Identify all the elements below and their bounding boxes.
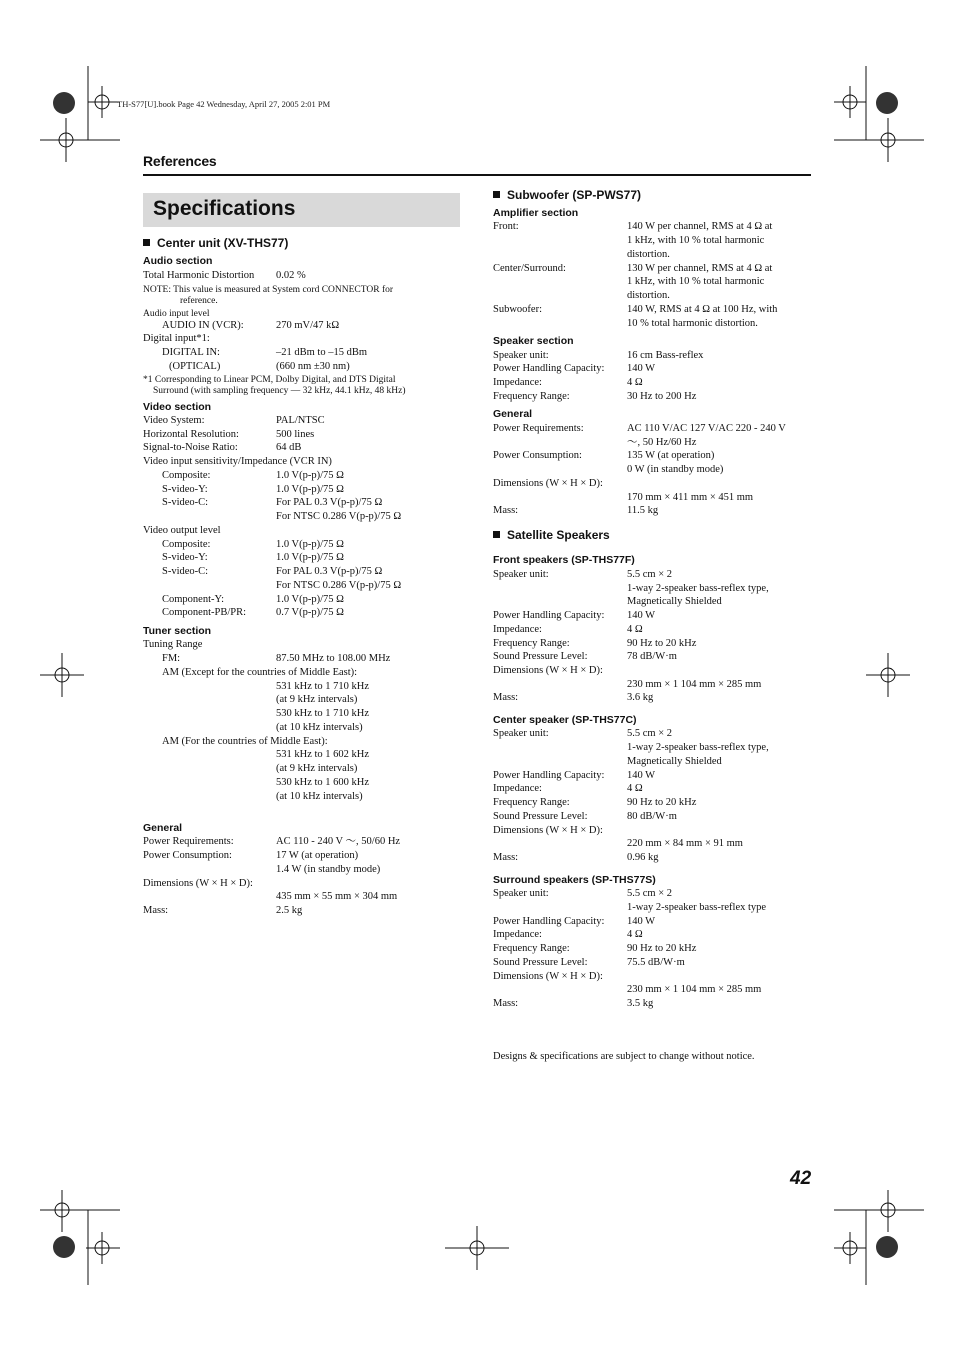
cs-unit-value-2: 1-way 2-speaker bass-reflex type, [627, 742, 769, 753]
sw-general-heading: General [493, 408, 533, 420]
am2-value-2: (at 9 kHz intervals) [276, 763, 358, 774]
subwoofer-value-2: 10 % total harmonic distortion. [627, 318, 758, 329]
note-line1: NOTE: This value is measured at System cord CONNECTOR for [143, 285, 394, 295]
fs-imp-value: 4 Ω [627, 624, 643, 635]
sw-dim-label: Dimensions (W × H × D): [493, 478, 603, 489]
out-composite-label: Composite: [162, 539, 211, 550]
surround-speakers-heading: Surround speakers (SP-THS77S) [493, 874, 656, 886]
fs-freq-value: 90 Hz to 20 kHz [627, 638, 697, 649]
power-req-value: AC 110 - 240 V ～, 50/60 Hz [276, 836, 401, 847]
thd-value: 0.02 % [276, 270, 306, 281]
in-svideo-c-label: S-video-C: [162, 497, 209, 508]
satellite-heading-text: Satellite Speakers [507, 528, 610, 542]
fs-phc-value: 140 W [627, 610, 656, 621]
audio-in-label: AUDIO IN (VCR): [162, 320, 244, 331]
sw-preq-value-2: ～, 50 Hz/60 Hz [627, 437, 697, 448]
footnote-line1: *1 Corresponding to Linear PCM, Dolby Digital, and DTS Digital [143, 375, 396, 385]
fs-unit-value-2: 1-way 2-speaker bass-reflex type, [627, 583, 769, 594]
am1-value-2: (at 9 kHz intervals) [276, 694, 358, 705]
header-rule [143, 174, 811, 176]
cs-mass-value: 0.96 kg [627, 852, 659, 863]
bullet-square-icon [493, 531, 500, 538]
am1-value-1: 531 kHz to 1 710 kHz [276, 681, 370, 692]
digital-in-value: –21 dBm to –15 dBm [276, 347, 368, 358]
out-svideo-c-value-ntsc: For NTSC 0.286 V(p-p)/75 Ω [276, 580, 402, 591]
sw-unit-value: 16 cm Bass-reflex [627, 350, 704, 361]
general-heading: General [143, 822, 183, 834]
center-unit-heading [143, 236, 288, 250]
out-composite-value: 1.0 V(p-p)/75 Ω [276, 539, 344, 550]
out-svideo-c-value-pal: For PAL 0.3 V(p-p)/75 Ω [276, 566, 383, 577]
hres-value: 500 lines [276, 429, 315, 440]
fm-label: FM: [162, 653, 181, 664]
am-except-label: AM (Except for the countries of Middle East): [162, 667, 358, 678]
page-title: Specifications [153, 197, 296, 220]
subwoofer-value-1: 140 W, RMS at 4 Ω at 100 Hz, with [627, 304, 778, 315]
cs-unit-label: Speaker unit: [493, 728, 549, 739]
cs-unit-value-1: 5.5 cm × 2 [627, 728, 672, 739]
subwoofer-heading [493, 188, 641, 202]
fs-mass-value: 3.6 kg [627, 692, 654, 703]
ss-dim-value: 230 mm × 1 104 mm × 285 mm [627, 984, 762, 995]
center-unit-heading-text: Center unit (XV-THS77) [157, 236, 289, 250]
subwoofer-label: Subwoofer: [493, 304, 542, 315]
sw-unit-label: Speaker unit: [493, 350, 549, 361]
fs-unit-value-3: Magnetically Shielded [627, 596, 722, 607]
thd-label: Total Harmonic Distortion [143, 270, 255, 281]
audio-section-heading: Audio section [143, 255, 213, 267]
tuning-range: Tuning Range [143, 639, 203, 650]
video-system-label: Video System: [143, 415, 205, 426]
component-y-value: 1.0 V(p-p)/75 Ω [276, 594, 344, 605]
ss-phc-label: Power Handling Capacity: [493, 916, 605, 927]
component-pb-label: Component-PB/PR: [162, 607, 247, 618]
dimensions-label: Dimensions (W × H × D): [143, 878, 253, 889]
print-header: TH-S77[U].book Page 42 Wednesday, April 27, 2005 2:01 PM [117, 99, 331, 109]
in-svideo-y-value: 1.0 V(p-p)/75 Ω [276, 484, 344, 495]
fs-spl-label: Sound Pressure Level: [493, 651, 588, 662]
video-input-sensitivity: Video input sensitivity/Impedance (VCR IN) [143, 456, 332, 467]
bullet-square-icon [143, 239, 150, 246]
ss-dim-label: Dimensions (W × H × D): [493, 971, 603, 982]
sw-pcons-label: Power Consumption: [493, 450, 582, 461]
sw-imp-value: 4 Ω [627, 377, 643, 388]
am2-value-4: (at 10 kHz intervals) [276, 791, 363, 802]
am1-value-4: (at 10 kHz intervals) [276, 722, 363, 733]
bullet-square-icon [493, 191, 500, 198]
front-value-3: distortion. [627, 249, 670, 260]
in-svideo-c-value-ntsc: For NTSC 0.286 V(p-p)/75 Ω [276, 511, 402, 522]
cs-imp-label: Impedance: [493, 783, 542, 794]
fs-unit-value-1: 5.5 cm × 2 [627, 569, 672, 580]
ss-spl-value: 75.5 dB/W·m [627, 957, 685, 968]
ss-freq-label: Frequency Range: [493, 943, 570, 954]
front-value-1: 140 W per channel, RMS at 4 Ω at [627, 221, 773, 232]
mass-value: 2.5 kg [276, 905, 303, 916]
center-surround-value-2: 1 kHz, with 10 % total harmonic [627, 276, 765, 287]
in-svideo-y-label: S-video-Y: [162, 484, 208, 495]
am-for-label: AM (For the countries of Middle East): [162, 736, 328, 747]
amplifier-section-heading: Amplifier section [493, 207, 579, 219]
am1-value-3: 530 kHz to 1 710 kHz [276, 708, 370, 719]
ss-unit-label: Speaker unit: [493, 888, 549, 899]
in-composite-label: Composite: [162, 470, 211, 481]
cs-unit-value-3: Magnetically Shielded [627, 756, 722, 767]
power-req-label: Power Requirements: [143, 836, 234, 847]
audio-input-level: Audio input level [143, 309, 210, 319]
center-speaker-heading: Center speaker (SP-THS77C) [493, 714, 637, 726]
am2-value-3: 530 kHz to 1 600 kHz [276, 777, 370, 788]
fs-unit-label: Speaker unit: [493, 569, 549, 580]
fs-dim-label: Dimensions (W × H × D): [493, 665, 603, 676]
ss-spl-label: Sound Pressure Level: [493, 957, 588, 968]
out-svideo-y-label: S-video-Y: [162, 552, 208, 563]
in-composite-value: 1.0 V(p-p)/75 Ω [276, 470, 344, 481]
sw-preq-label: Power Requirements: [493, 423, 584, 434]
center-surround-label: Center/Surround: [493, 263, 566, 274]
front-value-2: 1 kHz, with 10 % total harmonic [627, 235, 765, 246]
dimensions-value: 435 mm × 55 mm × 304 mm [276, 891, 398, 902]
ss-freq-value: 90 Hz to 20 kHz [627, 943, 697, 954]
ss-imp-value: 4 Ω [627, 929, 643, 940]
fs-spl-value: 78 dB/W·m [627, 651, 677, 662]
sw-mass-value: 11.5 kg [627, 505, 659, 516]
sw-phc-value: 140 W [627, 363, 656, 374]
sw-freq-label: Frequency Range: [493, 391, 570, 402]
cs-spl-value: 80 dB/W·m [627, 811, 677, 822]
video-output-level: Video output level [143, 525, 221, 536]
cs-phc-label: Power Handling Capacity: [493, 770, 605, 781]
am2-value-1: 531 kHz to 1 602 kHz [276, 749, 370, 760]
sw-pcons-value-2: 0 W (in standby mode) [627, 464, 724, 475]
fs-freq-label: Frequency Range: [493, 638, 570, 649]
fs-mass-label: Mass: [493, 692, 519, 703]
sw-mass-label: Mass: [493, 505, 519, 516]
sw-imp-label: Impedance: [493, 377, 542, 388]
cs-mass-label: Mass: [493, 852, 519, 863]
optical-value: (660 nm ±30 nm) [276, 361, 350, 372]
ss-unit-value-1: 5.5 cm × 2 [627, 888, 672, 899]
sw-pcons-value-1: 135 W (at operation) [627, 450, 715, 461]
mass-label: Mass: [143, 905, 169, 916]
digital-in-label: DIGITAL IN: [162, 347, 220, 358]
satellite-heading [493, 528, 610, 542]
power-cons-value-2: 1.4 W (in standby mode) [276, 864, 381, 875]
sw-preq-value-1: AC 110 V/AC 127 V/AC 220 - 240 V [627, 423, 786, 434]
audio-in-value: 270 mV/47 kΩ [276, 320, 340, 331]
in-svideo-c-value-pal: For PAL 0.3 V(p-p)/75 Ω [276, 497, 383, 508]
page-number: 42 [790, 1168, 812, 1189]
cs-imp-value: 4 Ω [627, 783, 643, 794]
disclaimer: Designs & specifications are subject to change without notice. [493, 1051, 755, 1062]
ss-phc-value: 140 W [627, 916, 656, 927]
power-cons-value-1: 17 W (at operation) [276, 850, 359, 861]
tuner-section-heading: Tuner section [143, 625, 212, 637]
component-y-label: Component-Y: [162, 594, 225, 605]
center-surround-value-1: 130 W per channel, RMS at 4 Ω at [627, 263, 773, 274]
footnote-line2: Surround (with sampling frequency — 32 kHz, 44.1 kHz, 48 kHz) [153, 386, 406, 396]
subwoofer-heading-text: Subwoofer (SP-PWS77) [507, 188, 642, 202]
fm-value: 87.50 MHz to 108.00 MHz [276, 653, 391, 664]
power-cons-label: Power Consumption: [143, 850, 232, 861]
center-surround-value-3: distortion. [627, 290, 670, 301]
snr-value: 64 dB [276, 442, 302, 453]
out-svideo-y-value: 1.0 V(p-p)/75 Ω [276, 552, 344, 563]
ss-imp-label: Impedance: [493, 929, 542, 940]
cs-phc-value: 140 W [627, 770, 656, 781]
digital-input: Digital input*1: [143, 333, 210, 344]
fs-phc-label: Power Handling Capacity: [493, 610, 605, 621]
speaker-section-heading: Speaker section [493, 335, 574, 347]
note-line2: reference. [180, 296, 218, 306]
ss-unit-value-2: 1-way 2-speaker bass-reflex type [627, 902, 767, 913]
component-pb-value: 0.7 V(p-p)/75 Ω [276, 607, 344, 618]
sw-freq-value: 30 Hz to 200 Hz [627, 391, 697, 402]
section-label: References [143, 153, 217, 169]
optical-label: (OPTICAL) [169, 361, 221, 372]
video-section-heading: Video section [143, 401, 212, 413]
cs-dim-value: 220 mm × 84 mm × 91 mm [627, 838, 743, 849]
cs-dim-label: Dimensions (W × H × D): [493, 825, 603, 836]
sw-phc-label: Power Handling Capacity: [493, 363, 605, 374]
fs-dim-value: 230 mm × 1 104 mm × 285 mm [627, 679, 762, 690]
cs-freq-label: Frequency Range: [493, 797, 570, 808]
video-system-value: PAL/NTSC [276, 415, 325, 426]
front-speakers-heading: Front speakers (SP-THS77F) [493, 554, 635, 566]
ss-mass-value: 3.5 kg [627, 998, 654, 1009]
front-label: Front: [493, 221, 519, 232]
ss-mass-label: Mass: [493, 998, 519, 1009]
fs-imp-label: Impedance: [493, 624, 542, 635]
sw-dim-value: 170 mm × 411 mm × 451 mm [627, 492, 754, 503]
title-banner [143, 193, 460, 227]
out-svideo-c-label: S-video-C: [162, 566, 209, 577]
snr-label: Signal-to-Noise Ratio: [143, 442, 238, 453]
cs-spl-label: Sound Pressure Level: [493, 811, 588, 822]
cs-freq-value: 90 Hz to 20 kHz [627, 797, 697, 808]
hres-label: Horizontal Resolution: [143, 429, 239, 440]
